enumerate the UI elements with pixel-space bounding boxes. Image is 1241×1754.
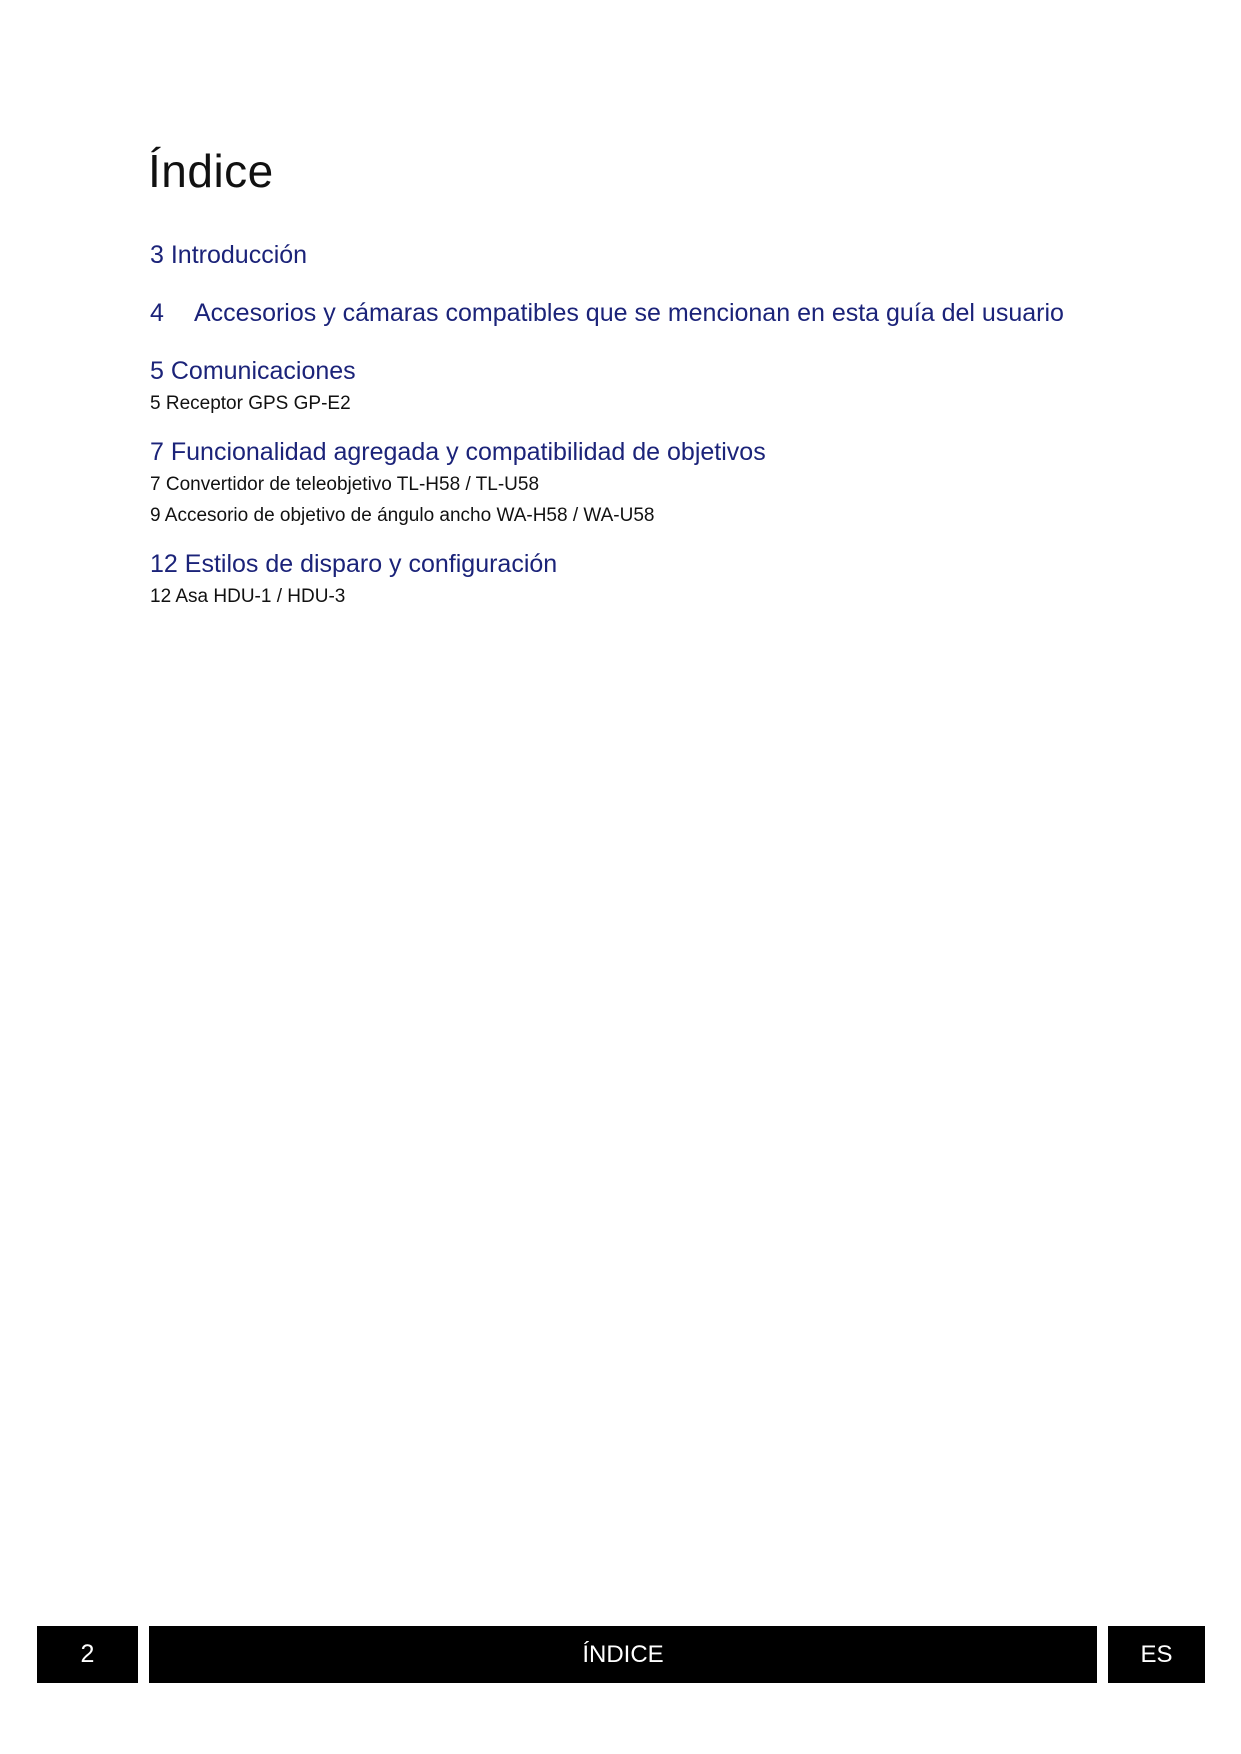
footer-section-title: ÍNDICE [149,1626,1097,1683]
toc-title: Comunicaciones [170,357,356,385]
toc-page-number: 7 [150,438,164,466]
toc-section-funcionalidad [150,435,1150,531]
toc-title: Introducción [170,241,308,269]
toc-title: Funcionalidad agregada y compatibilidad de objetivos [170,438,766,466]
toc-page-number: 5 [150,357,164,385]
toc-page-number: 4 [150,299,164,327]
toc-link-comunicaciones[interactable] [150,354,1150,388]
toc-section-introduccion [150,238,1150,272]
toc-title: Accesorios y cámaras compatibles que se mencionan en esta guía del usuario [194,299,1064,327]
toc-section-accesorios [150,296,1150,330]
toc-link-introduccion[interactable] [150,238,1150,272]
footer-language: ES [1108,1626,1205,1683]
toc-link-estilos[interactable] [150,547,1150,581]
toc-page-number: 12 [150,550,178,578]
toc-subitem-convertidor[interactable]: 7 Convertidor de teleobjetivo TL-H58 / TL-U58 [150,474,540,495]
footer-page-number: 2 [37,1626,138,1683]
toc-title: Estilos de disparo y configuración [184,550,558,578]
toc-link-accesorios[interactable] [150,296,1150,330]
toc-subitem-accesorio-angulo[interactable]: 9 Accesorio de objetivo de ángulo ancho WA-H58 / WA-U58 [150,505,655,526]
toc-section-comunicaciones [150,354,1150,419]
table-of-contents [150,238,1150,612]
toc-subitem-receptor-gps[interactable]: 5 Receptor GPS GP-E2 [150,393,351,414]
toc-page-number: 3 [150,241,164,269]
toc-link-funcionalidad[interactable] [150,435,1150,469]
toc-subitem-asa[interactable]: 12 Asa HDU-1 / HDU-3 [150,586,346,607]
toc-section-estilos [150,547,1150,612]
page-title: Índice [148,145,274,197]
